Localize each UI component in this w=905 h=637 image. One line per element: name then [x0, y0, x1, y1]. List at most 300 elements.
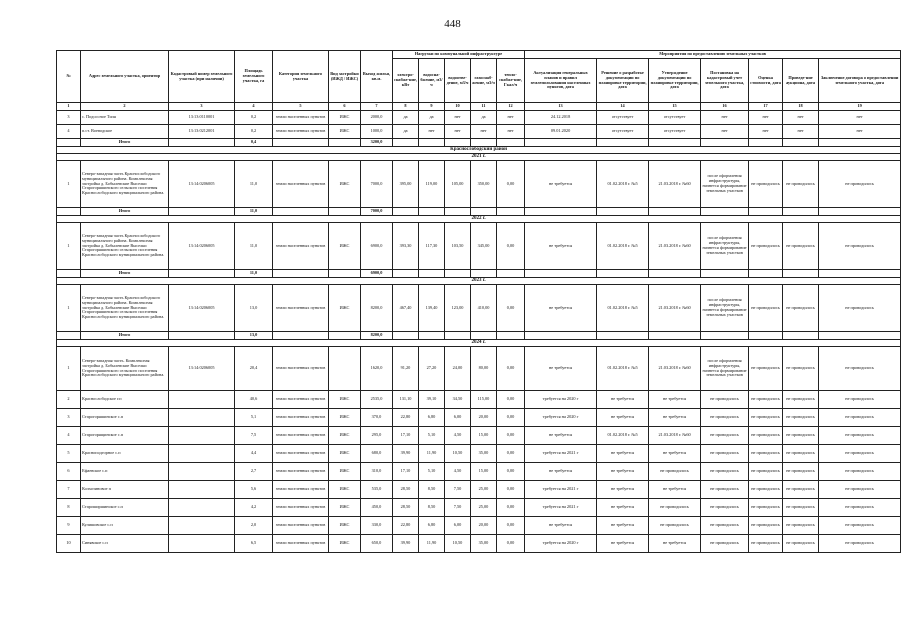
- table-cell: не проводилось: [749, 223, 783, 270]
- total-row: [57, 332, 901, 340]
- hdr-m19: Заключение договора о предоставлении земельного участка, дата: [819, 59, 901, 103]
- table-cell: [525, 270, 597, 278]
- table-cell: [169, 332, 235, 340]
- hdr-cadastral: Кадастровый номер земельного участка (при наличии): [169, 51, 235, 103]
- table-cell: [497, 139, 525, 147]
- address-cell: Северо-западная часть Краснослободского муниципального района. Комплексная застройка д. Бобылевские Выселки Старогоряшинского сельского поселения Краснослободского муниципального района.: [81, 285, 169, 332]
- table-cell: 8,50: [419, 481, 445, 499]
- table-cell: [597, 270, 649, 278]
- table-cell: [819, 270, 901, 278]
- hdr-gas: газоснаб-жение, м3/ч: [471, 59, 497, 103]
- table-cell: 105,00: [445, 161, 471, 208]
- table-cell: не требуется: [649, 445, 701, 463]
- table-cell: [649, 208, 701, 216]
- table-cell: [393, 139, 419, 147]
- table-cell: не проводилось: [783, 517, 819, 535]
- table-cell: [445, 332, 471, 340]
- table-row: [57, 463, 901, 481]
- table-cell: не проводилось: [783, 445, 819, 463]
- table-cell: 5,6: [235, 481, 273, 499]
- total-label: Итого: [81, 208, 169, 216]
- table-cell: [393, 270, 419, 278]
- table-cell: 393,30: [393, 223, 419, 270]
- table-cell: 6900,0: [361, 223, 393, 270]
- table-cell: [169, 409, 235, 427]
- table-cell: не проводилось: [783, 223, 819, 270]
- table-cell: 6,80: [419, 409, 445, 427]
- table-cell: ИЖС: [329, 463, 361, 481]
- table-cell: не проводилось: [749, 535, 783, 553]
- table-cell: не требуется: [597, 535, 649, 553]
- table-cell: 11,90: [419, 445, 445, 463]
- total-area: 0,4: [235, 139, 273, 147]
- table-cell: 13:13:0212001: [169, 125, 235, 139]
- table-cell: не проводилось: [749, 161, 783, 208]
- table-cell: земли населенных пунктов: [273, 347, 329, 391]
- table-cell: 0,00: [497, 285, 525, 332]
- table-cell: [783, 270, 819, 278]
- table-cell: 21.03.2018 г. №60: [649, 223, 701, 270]
- table-cell: [649, 332, 701, 340]
- table-cell: не требуется: [649, 535, 701, 553]
- table-cell: отсутствует: [597, 125, 649, 139]
- hdr-m16: Постановка на кадастровый учет земельного участка, дата: [701, 59, 749, 103]
- table-row: [57, 347, 901, 391]
- table-row: [57, 535, 901, 553]
- table-cell: не проводилось: [819, 409, 901, 427]
- table-cell: [497, 332, 525, 340]
- table-cell: [471, 332, 497, 340]
- table-cell: после оформления инфраструктуры, начнется формирование земельных участков: [701, 223, 749, 270]
- table-cell: ИЖС: [329, 445, 361, 463]
- table-cell: 7,50: [445, 481, 471, 499]
- table-cell: 0,00: [497, 499, 525, 517]
- table-cell: [783, 208, 819, 216]
- table-cell: ИЖС: [329, 409, 361, 427]
- table-cell: 10,50: [445, 535, 471, 553]
- table-cell: [445, 139, 471, 147]
- table-cell: не проводилось: [749, 517, 783, 535]
- hdr-output: Выход жилья, кв.м.: [361, 51, 393, 103]
- table-cell: отсутствует: [649, 125, 701, 139]
- table-cell: после оформления инфраструктуры, начнется формирование земельных участков: [701, 161, 749, 208]
- table-cell: 3: [57, 409, 81, 427]
- table-cell: 7,5: [235, 427, 273, 445]
- table-cell: [329, 270, 361, 278]
- table-cell: [169, 270, 235, 278]
- hdr-water: водосна-бжение, м3/ч: [419, 59, 445, 103]
- table-cell: 295,0: [361, 427, 393, 445]
- table-cell: 117,30: [419, 223, 445, 270]
- address-cell: п.ст. Воеводское: [81, 125, 169, 139]
- table-cell: 8: [57, 499, 81, 517]
- table-cell: не проводилось: [783, 499, 819, 517]
- table-cell: 4: [57, 427, 81, 445]
- table-cell: ИЖС: [329, 391, 361, 409]
- table-cell: не проводилось: [649, 463, 701, 481]
- table-cell: ИЖС: [329, 481, 361, 499]
- table-cell: [471, 208, 497, 216]
- table-cell: [169, 139, 235, 147]
- table-cell: 4,4: [235, 445, 273, 463]
- table-cell: не проводилось: [749, 445, 783, 463]
- total-label: Итого: [81, 139, 169, 147]
- table-cell: 410,00: [471, 285, 497, 332]
- table-cell: ИЖС: [329, 499, 361, 517]
- table-cell: не требуется: [525, 463, 597, 481]
- table-cell: земли населенных пунктов: [273, 463, 329, 481]
- table-cell: [329, 208, 361, 216]
- address-cell: Староширшинское с.п: [81, 499, 169, 517]
- table-cell: 22,80: [393, 517, 419, 535]
- table-cell: да: [393, 125, 419, 139]
- total-label: Итого: [81, 270, 169, 278]
- table-cell: не проводилось: [701, 409, 749, 427]
- table-cell: 4,50: [445, 427, 471, 445]
- table-cell: нет: [819, 111, 901, 125]
- table-cell: земли населенных пунктов: [273, 223, 329, 270]
- table-cell: земли населенных пунктов: [273, 285, 329, 332]
- address-cell: Северо-западная часть. Комплексная застройка д. Бобылевские Выселки Старогоряшинского сельского поселения Краснослободского муниципального района.: [81, 347, 169, 391]
- table-cell: 0,00: [497, 347, 525, 391]
- table-cell: не проводилось: [819, 391, 901, 409]
- column-number: 8: [393, 103, 419, 111]
- table-cell: земли населенных пунктов: [273, 111, 329, 125]
- table-row: [57, 161, 901, 208]
- table-cell: [649, 270, 701, 278]
- table-cell: 330,0: [361, 517, 393, 535]
- table-cell: 7000,0: [361, 161, 393, 208]
- year-title-label: 2024 г.: [57, 340, 901, 347]
- table-cell: 39,10: [419, 391, 445, 409]
- table-cell: 5,10: [419, 463, 445, 481]
- table-cell: [393, 208, 419, 216]
- table-cell: [497, 208, 525, 216]
- table-cell: не требуется: [597, 463, 649, 481]
- table-cell: 35,00: [471, 535, 497, 553]
- table-cell: 13:14:0206005: [169, 223, 235, 270]
- table-cell: 139,40: [419, 285, 445, 332]
- table-cell: 91,20: [393, 347, 419, 391]
- table-cell: 1: [57, 347, 81, 391]
- table-cell: нет: [497, 125, 525, 139]
- page-number: 448: [444, 18, 461, 30]
- table-cell: [597, 332, 649, 340]
- table-cell: не проводилось: [783, 481, 819, 499]
- table-cell: земли населенных пунктов: [273, 499, 329, 517]
- table-cell: 5,1: [235, 409, 273, 427]
- table-cell: 3: [57, 111, 81, 125]
- table-cell: 28,50: [393, 481, 419, 499]
- column-number: 18: [783, 103, 819, 111]
- table-cell: не проводилось: [749, 347, 783, 391]
- table-cell: [783, 332, 819, 340]
- column-number: 13: [525, 103, 597, 111]
- table-cell: [169, 535, 235, 553]
- table-cell: 0,00: [497, 427, 525, 445]
- table-cell: не требуется: [525, 161, 597, 208]
- table-cell: 395,00: [393, 161, 419, 208]
- table-cell: [445, 270, 471, 278]
- table-cell: 0,00: [497, 463, 525, 481]
- table-cell: земли населенных пунктов: [273, 391, 329, 409]
- address-cell: Северо-западная часть Краснослободского муниципального района. Комплексная застройка д. Бобылевские Выселки Старогоряшинского сельского поселения Краснослободского муниципального района.: [81, 161, 169, 208]
- table-cell: [701, 332, 749, 340]
- total-row: [57, 270, 901, 278]
- table-cell: 6,00: [445, 409, 471, 427]
- hdr-no: №: [57, 51, 81, 103]
- table-cell: не требуется: [597, 445, 649, 463]
- year-title-label: 2023 г.: [57, 278, 901, 285]
- table-row: [57, 111, 901, 125]
- table-cell: [749, 270, 783, 278]
- table-cell: нет: [749, 111, 783, 125]
- table-cell: требуется на 2021 г: [525, 499, 597, 517]
- table-cell: не проводилось: [783, 427, 819, 445]
- table-cell: не проводилось: [783, 347, 819, 391]
- table-cell: [819, 139, 901, 147]
- table-cell: 2535,0: [361, 391, 393, 409]
- table-cell: 39,90: [393, 535, 419, 553]
- table-cell: 6: [57, 463, 81, 481]
- table-cell: отсутствует: [649, 111, 701, 125]
- hdr-loads: Нагрузки по коммунальной инфраструктуре: [393, 51, 525, 59]
- table-cell: [393, 332, 419, 340]
- hdr-type: Вид застройки (ИЖД / ИЖС): [329, 51, 361, 103]
- total-output: 7000,0: [361, 208, 393, 216]
- table-cell: 0,00: [497, 517, 525, 535]
- column-number: 16: [701, 103, 749, 111]
- table-cell: 13:14:0206005: [169, 347, 235, 391]
- table-cell: 35,00: [471, 445, 497, 463]
- table-cell: не требуется: [597, 391, 649, 409]
- district-title-label: Краснослободский район: [57, 147, 901, 154]
- table-cell: отсутствует: [597, 111, 649, 125]
- table-cell: 103,50: [445, 223, 471, 270]
- table-cell: 0,00: [497, 535, 525, 553]
- table-cell: земли населенных пунктов: [273, 445, 329, 463]
- table-cell: 20,00: [471, 517, 497, 535]
- table-cell: 7,50: [445, 499, 471, 517]
- table-row: [57, 445, 901, 463]
- table-cell: нет: [819, 125, 901, 139]
- table-cell: 22,80: [393, 409, 419, 427]
- hdr-m13: Актуализация генеральных планов и правил землепользования населенных пунктов, дата: [525, 59, 597, 103]
- table-cell: 1620,0: [361, 347, 393, 391]
- table-cell: не проводилось: [701, 391, 749, 409]
- table-cell: [597, 208, 649, 216]
- table-cell: да: [419, 111, 445, 125]
- table-cell: не требуется: [649, 481, 701, 499]
- table-cell: 115,00: [471, 391, 497, 409]
- table-cell: 10: [57, 535, 81, 553]
- table-cell: земли населенных пунктов: [273, 481, 329, 499]
- table-cell: 21.03.2018 г. №60: [649, 161, 701, 208]
- year-title: [57, 340, 901, 347]
- table-cell: 0,2: [235, 111, 273, 125]
- table-cell: нет: [783, 125, 819, 139]
- table-cell: [169, 208, 235, 216]
- table-cell: [169, 499, 235, 517]
- table-cell: [273, 270, 329, 278]
- address-cell: Кулишовское с.п: [81, 517, 169, 535]
- table-cell: 01.02.2018 г. №5: [597, 223, 649, 270]
- table-cell: 09.01.2020: [525, 125, 597, 139]
- table-cell: 9: [57, 517, 81, 535]
- year-title: [57, 154, 901, 161]
- total-area: 13,0: [235, 332, 273, 340]
- table-cell: не проводилось: [819, 517, 901, 535]
- table-cell: 21.03.2018 г. №60: [649, 347, 701, 391]
- table-cell: земли населенных пунктов: [273, 517, 329, 535]
- table-cell: не проводилось: [783, 463, 819, 481]
- table-cell: [329, 347, 361, 391]
- table-cell: [525, 208, 597, 216]
- table-cell: не проводилось: [649, 517, 701, 535]
- table-cell: 4: [57, 125, 81, 139]
- table-cell: 21.03.2018 г. №60: [649, 427, 701, 445]
- table-cell: 0,00: [497, 481, 525, 499]
- table-row: [57, 499, 901, 517]
- column-number: 6: [329, 103, 361, 111]
- table-cell: [701, 208, 749, 216]
- table-cell: 123,00: [445, 285, 471, 332]
- table-cell: 24,00: [445, 347, 471, 391]
- table-cell: не проводилось: [701, 463, 749, 481]
- table-cell: 28,50: [393, 499, 419, 517]
- table-cell: не проводилось: [649, 499, 701, 517]
- table-cell: 1: [57, 223, 81, 270]
- table-cell: 39,90: [393, 445, 419, 463]
- column-number: 17: [749, 103, 783, 111]
- table-cell: требуется на 2020 г: [525, 535, 597, 553]
- table-cell: ИЖС: [329, 223, 361, 270]
- table-cell: нет: [471, 125, 497, 139]
- address-cell: Синявское с.п: [81, 535, 169, 553]
- table-cell: не требуется: [649, 391, 701, 409]
- total-row: [57, 208, 901, 216]
- table-row: [57, 427, 901, 445]
- table-cell: 01.02.2018 г. №5: [597, 427, 649, 445]
- table-cell: [419, 270, 445, 278]
- table-cell: земли населенных пунктов: [273, 535, 329, 553]
- table-cell: не проводилось: [819, 463, 901, 481]
- table-cell: ИЖС: [329, 517, 361, 535]
- table-cell: [597, 139, 649, 147]
- hdr-m18: Проведе-ние аукциона, дата: [783, 59, 819, 103]
- table-cell: [57, 270, 81, 278]
- table-cell: 0,00: [497, 223, 525, 270]
- table-cell: ИЖС: [329, 285, 361, 332]
- table-cell: не требуется: [525, 223, 597, 270]
- table-cell: [749, 139, 783, 147]
- table-cell: [329, 139, 361, 147]
- table-cell: не проводилось: [749, 409, 783, 427]
- table-cell: да: [393, 111, 419, 125]
- table-cell: 4,50: [445, 463, 471, 481]
- table-cell: 370,0: [361, 409, 393, 427]
- table-cell: 0,00: [497, 391, 525, 409]
- table-cell: [749, 208, 783, 216]
- table-cell: требуется на 2020 г: [525, 409, 597, 427]
- table-cell: 350,00: [471, 161, 497, 208]
- table-cell: 680,0: [361, 445, 393, 463]
- hdr-m17: Оценка стоимости, дата: [749, 59, 783, 103]
- table-cell: 0,00: [497, 445, 525, 463]
- table-cell: [169, 391, 235, 409]
- table-cell: не проводилось: [819, 223, 901, 270]
- table-cell: не проводилось: [819, 347, 901, 391]
- hdr-m15: Утверждение документации по планировке территории, дата: [649, 59, 701, 103]
- column-number: 10: [445, 103, 471, 111]
- table-cell: [701, 139, 749, 147]
- table-cell: 13:14:0206005: [169, 285, 235, 332]
- table-cell: требуется на 2020 г: [525, 391, 597, 409]
- table-cell: [329, 332, 361, 340]
- table-cell: не требуется: [525, 347, 597, 391]
- table-cell: 7: [57, 481, 81, 499]
- table-cell: [419, 332, 445, 340]
- year-title: [57, 278, 901, 285]
- table-cell: [701, 270, 749, 278]
- table-cell: 535,0: [361, 481, 393, 499]
- table-cell: 0,2: [235, 125, 273, 139]
- total-output: 6900,0: [361, 270, 393, 278]
- table-cell: не проводилось: [701, 499, 749, 517]
- table-cell: не требуется: [597, 409, 649, 427]
- table-cell: не проводилось: [819, 285, 901, 332]
- column-number: 12: [497, 103, 525, 111]
- column-number: 9: [419, 103, 445, 111]
- table-cell: 1000,0: [361, 125, 393, 139]
- table-body: [57, 51, 901, 553]
- table-cell: 2: [57, 391, 81, 409]
- table-cell: после оформления инфраструктуры, начнется формирование земельных участков: [701, 347, 749, 391]
- table-cell: не проводилось: [819, 427, 901, 445]
- table-cell: 650,0: [361, 535, 393, 553]
- column-number: 2: [81, 103, 169, 111]
- table-cell: не проводилось: [819, 535, 901, 553]
- table-cell: 17,10: [393, 427, 419, 445]
- table-cell: не проводилось: [819, 445, 901, 463]
- table-cell: 25,00: [471, 481, 497, 499]
- year-title-label: 2021 г.: [57, 154, 901, 161]
- table-cell: 6,5: [235, 535, 273, 553]
- table-cell: не проводилось: [783, 535, 819, 553]
- table-cell: не проводилось: [701, 535, 749, 553]
- table-cell: 8,50: [419, 499, 445, 517]
- table-cell: не проводилось: [701, 445, 749, 463]
- table-cell: не проводилось: [783, 391, 819, 409]
- table-cell: требуется на 2021 г: [525, 445, 597, 463]
- table-cell: [525, 139, 597, 147]
- address-cell: Краснослободское г.п: [81, 391, 169, 409]
- address-cell: с. Подсосное Тиля: [81, 111, 169, 125]
- total-row: [57, 139, 901, 147]
- table-cell: 5,10: [419, 427, 445, 445]
- table-cell: 310,0: [361, 463, 393, 481]
- table-cell: не требуется: [525, 285, 597, 332]
- address-cell: Старогорящинское с.п: [81, 427, 169, 445]
- table-cell: ИЖС: [329, 125, 361, 139]
- table-cell: 25,00: [471, 499, 497, 517]
- table-row: [57, 481, 901, 499]
- table-cell: не проводилось: [701, 427, 749, 445]
- address-cell: Ефаевское с.п: [81, 463, 169, 481]
- table-cell: 01.02.2018 г. №5: [597, 347, 649, 391]
- table-cell: 34,50: [445, 391, 471, 409]
- column-number: 3: [169, 103, 235, 111]
